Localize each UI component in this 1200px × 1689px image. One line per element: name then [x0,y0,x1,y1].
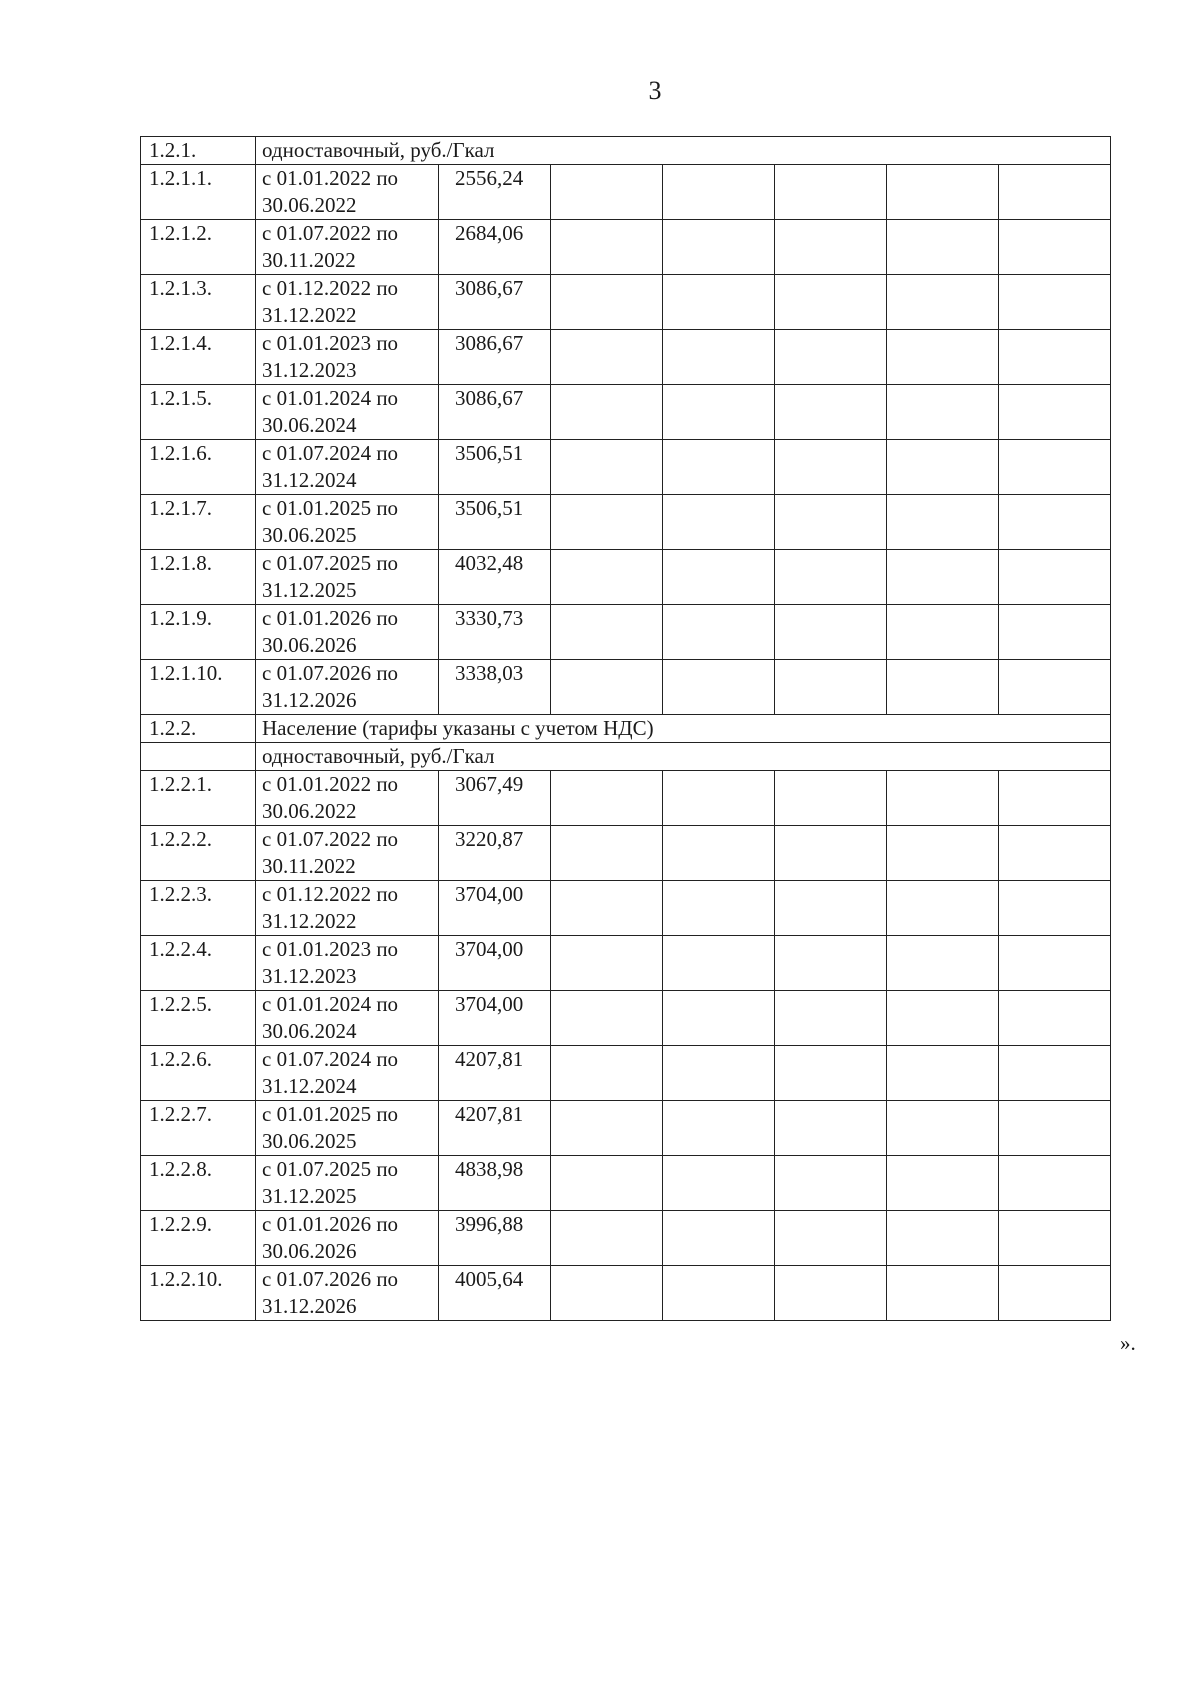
empty-cell [663,1101,775,1156]
table-row [141,1266,1111,1321]
period-end: 30.06.2026 [262,633,357,657]
period-end: 31.12.2024 [262,468,357,492]
empty-cell [999,826,1111,881]
period-start: с 01.12.2022 по [262,882,399,906]
empty-cell [887,826,999,881]
empty-cell [551,826,663,881]
row-code-cell: 1.2.2.4. [141,936,256,991]
empty-cell [551,771,663,826]
period-cell [256,881,439,936]
period-cell [256,1211,439,1266]
period-end: 30.11.2022 [262,854,356,878]
section-header-row [141,137,1111,165]
period-end: 30.06.2022 [262,799,357,823]
empty-cell [999,330,1111,385]
empty-cell [887,220,999,275]
empty-cell [775,275,887,330]
tariff-value-cell: 3506,51 [439,495,551,550]
tariff-value-cell: 3086,67 [439,385,551,440]
empty-cell [663,165,775,220]
row-code-cell: 1.2.2.9. [141,1211,256,1266]
empty-cell [775,495,887,550]
period-cell [256,771,439,826]
tariff-value-cell: 3996,88 [439,1211,551,1266]
empty-cell [663,1211,775,1266]
period-end: 31.12.2022 [262,303,357,327]
period-cell [256,385,439,440]
section-title-cell: одноставочный, руб./Гкал [256,137,1111,165]
empty-cell [775,605,887,660]
row-code-cell: 1.2.2.5. [141,991,256,1046]
empty-cell [775,440,887,495]
row-code-cell: 1.2.2.3. [141,881,256,936]
row-code-cell: 1.2.1.7. [141,495,256,550]
period-end: 31.12.2024 [262,1074,357,1098]
table-row [141,1046,1111,1101]
period-cell [256,1101,439,1156]
empty-cell [999,275,1111,330]
table-row [141,826,1111,881]
section-header-row [141,715,1111,743]
table-row [141,440,1111,495]
empty-cell [551,936,663,991]
section-title-cell: Население (тарифы указаны с учетом НДС) [256,715,1111,743]
period-end: 30.06.2025 [262,523,357,547]
empty-cell [551,991,663,1046]
table-row [141,771,1111,826]
empty-cell [775,165,887,220]
period-start: с 01.01.2026 по [262,606,399,630]
period-end: 31.12.2025 [262,1184,357,1208]
empty-cell [887,1156,999,1211]
period-cell [256,660,439,715]
table-row [141,330,1111,385]
section-code-cell: 1.2.2. [141,715,256,743]
empty-cell [663,1266,775,1321]
empty-cell [999,1266,1111,1321]
row-code-cell: 1.2.2.1. [141,771,256,826]
period-start: с 01.01.2023 по [262,331,399,355]
row-code-cell: 1.2.2.2. [141,826,256,881]
row-code-cell: 1.2.1.3. [141,275,256,330]
empty-cell [999,771,1111,826]
period-start: с 01.07.2025 по [262,1157,399,1181]
empty-cell [663,440,775,495]
row-code-cell: 1.2.1.4. [141,330,256,385]
empty-cell [775,1211,887,1266]
table-row [141,220,1111,275]
empty-cell [551,1211,663,1266]
period-start: с 01.01.2024 по [262,992,399,1016]
tariff-value-cell: 3704,00 [439,936,551,991]
period-cell [256,826,439,881]
empty-cell [551,1266,663,1321]
row-code-cell: 1.2.1.1. [141,165,256,220]
empty-cell [663,771,775,826]
table-row [141,936,1111,991]
empty-cell [775,1266,887,1321]
table-row [141,605,1111,660]
period-start: с 01.07.2022 по [262,827,399,851]
empty-cell [999,936,1111,991]
period-start: с 01.12.2022 по [262,276,399,300]
empty-cell [551,275,663,330]
period-cell [256,1266,439,1321]
table-row [141,275,1111,330]
period-cell [256,991,439,1046]
empty-cell [775,550,887,605]
empty-cell [663,1046,775,1101]
empty-cell [551,881,663,936]
period-end: 31.12.2023 [262,964,357,988]
empty-cell [551,1156,663,1211]
empty-cell [663,991,775,1046]
empty-cell [551,220,663,275]
empty-cell [999,605,1111,660]
empty-cell [887,660,999,715]
tariff-value-cell: 3067,49 [439,771,551,826]
empty-cell [663,826,775,881]
empty-cell [663,936,775,991]
empty-cell [663,275,775,330]
empty-cell [551,550,663,605]
tariff-value-cell: 3086,67 [439,330,551,385]
empty-cell [999,881,1111,936]
tariff-value-cell: 3220,87 [439,826,551,881]
row-code-cell: 1.2.1.9. [141,605,256,660]
period-cell [256,220,439,275]
row-code-cell: 1.2.1.6. [141,440,256,495]
empty-cell [551,440,663,495]
period-end: 30.06.2025 [262,1129,357,1153]
period-end: 30.06.2026 [262,1239,357,1263]
empty-cell [887,1211,999,1266]
empty-cell [887,440,999,495]
empty-cell [663,660,775,715]
empty-cell [999,991,1111,1046]
tariff-table-body [141,137,1111,1321]
period-end: 30.06.2022 [262,193,357,217]
empty-cell [999,1046,1111,1101]
empty-cell [663,330,775,385]
empty-cell [663,385,775,440]
section-code-cell: 1.2.1. [141,137,256,165]
tariff-value-cell: 4207,81 [439,1046,551,1101]
period-start: с 01.07.2026 по [262,1267,399,1291]
empty-cell [551,1046,663,1101]
period-start: с 01.01.2025 по [262,1102,399,1126]
period-cell [256,1156,439,1211]
table-row [141,165,1111,220]
period-end: 30.11.2022 [262,248,356,272]
empty-cell [999,165,1111,220]
empty-cell [663,495,775,550]
empty-cell [551,385,663,440]
empty-cell [775,826,887,881]
empty-cell [887,165,999,220]
empty-cell [663,220,775,275]
empty-cell [551,660,663,715]
empty-cell [775,660,887,715]
period-start: с 01.01.2023 по [262,937,399,961]
table-row [141,550,1111,605]
period-start: с 01.01.2024 по [262,386,399,410]
row-code-cell: 1.2.2.6. [141,1046,256,1101]
empty-cell [887,1101,999,1156]
empty-code-cell [141,743,256,771]
period-start: с 01.07.2022 по [262,221,399,245]
tariff-value-cell: 2684,06 [439,220,551,275]
tariff-value-cell: 4032,48 [439,550,551,605]
period-end: 30.06.2024 [262,413,357,437]
empty-cell [887,330,999,385]
row-code-cell: 1.2.1.5. [141,385,256,440]
empty-cell [775,1101,887,1156]
empty-cell [887,495,999,550]
tariff-value-cell: 3338,03 [439,660,551,715]
period-end: 31.12.2025 [262,578,357,602]
table-row [141,991,1111,1046]
empty-cell [663,881,775,936]
empty-cell [663,605,775,660]
period-end: 31.12.2023 [262,358,357,382]
period-start: с 01.01.2025 по [262,496,399,520]
tariff-value-cell: 3704,00 [439,991,551,1046]
period-start: с 01.07.2024 по [262,1047,399,1071]
period-cell [256,275,439,330]
period-start: с 01.07.2025 по [262,551,399,575]
period-cell [256,550,439,605]
empty-cell [887,275,999,330]
empty-cell [887,1266,999,1321]
row-code-cell: 1.2.1.10. [141,660,256,715]
empty-cell [887,936,999,991]
period-cell [256,165,439,220]
empty-cell [999,440,1111,495]
section-subtitle-cell: одноставочный, руб./Гкал [256,743,1111,771]
period-cell [256,1046,439,1101]
table-row [141,881,1111,936]
empty-cell [663,1156,775,1211]
period-start: с 01.07.2024 по [262,441,399,465]
empty-cell [775,1156,887,1211]
row-code-cell: 1.2.2.8. [141,1156,256,1211]
period-cell [256,440,439,495]
period-end: 31.12.2022 [262,909,357,933]
empty-cell [887,605,999,660]
empty-cell [775,936,887,991]
empty-cell [999,385,1111,440]
table-row [141,1156,1111,1211]
row-code-cell: 1.2.2.10. [141,1266,256,1321]
empty-cell [551,605,663,660]
period-start: с 01.01.2022 по [262,166,399,190]
tariff-value-cell: 3704,00 [439,881,551,936]
empty-cell [887,1046,999,1101]
empty-cell [775,991,887,1046]
table-row [141,1211,1111,1266]
section-subtitle-row [141,743,1111,771]
row-code-cell: 1.2.2.7. [141,1101,256,1156]
empty-cell [999,1156,1111,1211]
period-end: 31.12.2026 [262,688,357,712]
empty-cell [887,991,999,1046]
tariff-value-cell: 2556,24 [439,165,551,220]
empty-cell [999,660,1111,715]
period-cell [256,936,439,991]
empty-cell [663,550,775,605]
empty-cell [551,330,663,385]
empty-cell [775,881,887,936]
empty-cell [887,771,999,826]
tariff-table [140,136,1111,1321]
period-start: с 01.07.2026 по [262,661,399,685]
period-cell [256,330,439,385]
period-cell [256,495,439,550]
table-row [141,1101,1111,1156]
empty-cell [551,1101,663,1156]
row-code-cell: 1.2.1.8. [141,550,256,605]
table-row [141,385,1111,440]
tariff-value-cell: 4005,64 [439,1266,551,1321]
empty-cell [551,165,663,220]
empty-cell [775,771,887,826]
row-code-cell: 1.2.1.2. [141,220,256,275]
empty-cell [999,495,1111,550]
empty-cell [887,881,999,936]
page-number: 3 [648,76,662,105]
empty-cell [999,550,1111,605]
empty-cell [551,495,663,550]
empty-cell [775,1046,887,1101]
tariff-value-cell: 3506,51 [439,440,551,495]
empty-cell [999,220,1111,275]
tariff-value-cell: 3086,67 [439,275,551,330]
table-row [141,495,1111,550]
empty-cell [775,385,887,440]
period-cell [256,605,439,660]
period-end: 30.06.2024 [262,1019,357,1043]
tariff-value-cell: 3330,73 [439,605,551,660]
tariff-value-cell: 4838,98 [439,1156,551,1211]
empty-cell [887,550,999,605]
period-end: 31.12.2026 [262,1294,357,1318]
period-start: с 01.01.2026 по [262,1212,399,1236]
empty-cell [775,330,887,385]
empty-cell [887,385,999,440]
empty-cell [999,1101,1111,1156]
closing-quote: ». [1120,1331,1136,1355]
table-row [141,660,1111,715]
period-start: с 01.01.2022 по [262,772,399,796]
empty-cell [775,220,887,275]
tariff-value-cell: 4207,81 [439,1101,551,1156]
empty-cell [999,1211,1111,1266]
